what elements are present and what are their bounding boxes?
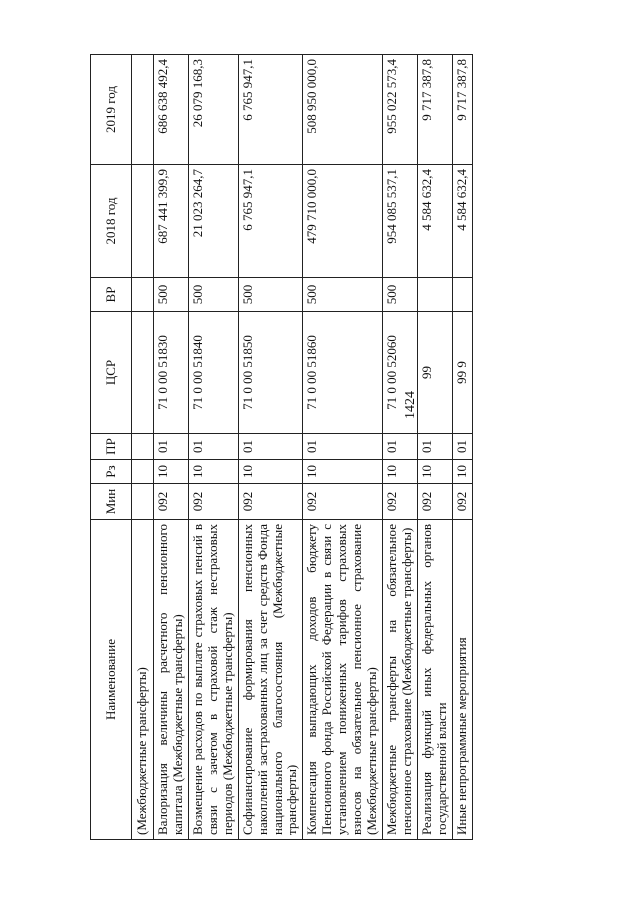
row-name: Софинансирование формирования пенсионных накоплений застрахованных лиц за счет средств Фонда национального благосостояния (Межбюджетные трансферты) (238, 520, 303, 840)
header-vr: ВР (91, 278, 132, 312)
table-row (303, 55, 383, 840)
header-2019: 2019 год (91, 55, 132, 165)
row-name: Иные непрограммные мероприятия (452, 520, 472, 840)
row-min: 092 (452, 484, 472, 520)
row-rz: 10 (238, 460, 303, 484)
row-vr (452, 278, 472, 312)
row-pr: 01 (383, 434, 418, 460)
empty-cell (132, 165, 154, 278)
row-rz: 10 (452, 460, 472, 484)
row-name: Возмещение расходов по выплате страховых пенсий в связи с зачетом в страховой стаж нестраховых периодов (Межбюджетные трансферты) (188, 520, 238, 840)
row-rz: 10 (153, 460, 188, 484)
empty-cell (132, 312, 154, 434)
row-vr: 500 (188, 278, 238, 312)
row-min: 092 (188, 484, 238, 520)
header-csr: ЦСР (91, 312, 132, 434)
row-name: Валоризация величины расчетного пенсионного капитала (Межбюджетные трансферты) (153, 520, 188, 840)
row-2018: 954 085 537,1 (383, 165, 418, 278)
empty-cell (132, 278, 154, 312)
table-row (188, 55, 238, 840)
table-row (238, 55, 303, 840)
row-rz: 10 (383, 460, 418, 484)
table-row (417, 55, 452, 840)
header-rz: Рз (91, 460, 132, 484)
row-csr: 99 9 (452, 312, 472, 434)
row-2019: 508 950 000,0 (303, 55, 383, 165)
row-name: Межбюджетные трансферты на обязательное пенсионное страхование (Межбюджетные трансферты) (383, 520, 418, 840)
header-name: Наименование (91, 520, 132, 840)
row-vr (417, 278, 452, 312)
empty-cell (132, 484, 154, 520)
empty-cell (132, 55, 154, 165)
continuation-text: (Межбюджетные трансферты) (132, 520, 154, 840)
row-min: 092 (153, 484, 188, 520)
row-csr: 99 (417, 312, 452, 434)
budget-table (90, 54, 473, 840)
row-min: 092 (303, 484, 383, 520)
row-pr: 01 (153, 434, 188, 460)
row-2018: 4 584 632,4 (417, 165, 452, 278)
row-2019: 955 022 573,4 (383, 55, 418, 165)
page-number: 1424 (403, 391, 418, 419)
table-row (383, 55, 418, 840)
row-pr: 01 (417, 434, 452, 460)
row-pr: 01 (188, 434, 238, 460)
continuation-row (132, 55, 154, 840)
row-pr: 01 (303, 434, 383, 460)
header-2018: 2018 год (91, 165, 132, 278)
row-pr: 01 (238, 434, 303, 460)
row-2019: 9 717 387,8 (417, 55, 452, 165)
row-2018: 479 710 000,0 (303, 165, 383, 278)
rotated-page (90, 55, 585, 840)
empty-cell (132, 460, 154, 484)
row-rz: 10 (303, 460, 383, 484)
row-2019: 26 079 168,3 (188, 55, 238, 165)
row-rz: 10 (188, 460, 238, 484)
row-pr: 01 (452, 434, 472, 460)
row-csr: 71 0 00 51860 (303, 312, 383, 434)
row-rz: 10 (417, 460, 452, 484)
header-pr: ПР (91, 434, 132, 460)
row-name: Реализация функций иных федеральных органов государственной власти (417, 520, 452, 840)
table-header-row (91, 55, 132, 840)
row-name: Компенсация выпадающих доходов бюджету Пенсионного фонда Российской Федерации в связи с установлением пониженных тарифов страховых взносов на обязательное пенсионное страхование (Межбюджетные трансферты) (303, 520, 383, 840)
row-min: 092 (383, 484, 418, 520)
row-2018: 4 584 632,4 (452, 165, 472, 278)
header-min: Мин (91, 484, 132, 520)
row-2018: 6 765 947,1 (238, 165, 303, 278)
row-csr: 71 0 00 51840 (188, 312, 238, 434)
row-2019: 686 638 492,4 (153, 55, 188, 165)
empty-cell (132, 434, 154, 460)
table-row (452, 55, 472, 840)
row-vr: 500 (153, 278, 188, 312)
row-vr: 500 (383, 278, 418, 312)
row-2018: 21 023 264,7 (188, 165, 238, 278)
row-csr: 71 0 00 51850 (238, 312, 303, 434)
row-csr: 71 0 00 51830 (153, 312, 188, 434)
row-min: 092 (238, 484, 303, 520)
row-csr: 71 0 00 52060 (383, 312, 418, 434)
row-2018: 687 441 399,9 (153, 165, 188, 278)
row-2019: 6 765 947,1 (238, 55, 303, 165)
table-row (153, 55, 188, 840)
row-vr: 500 (238, 278, 303, 312)
row-vr: 500 (303, 278, 383, 312)
row-2019: 9 717 387,8 (452, 55, 472, 165)
row-min: 092 (417, 484, 452, 520)
